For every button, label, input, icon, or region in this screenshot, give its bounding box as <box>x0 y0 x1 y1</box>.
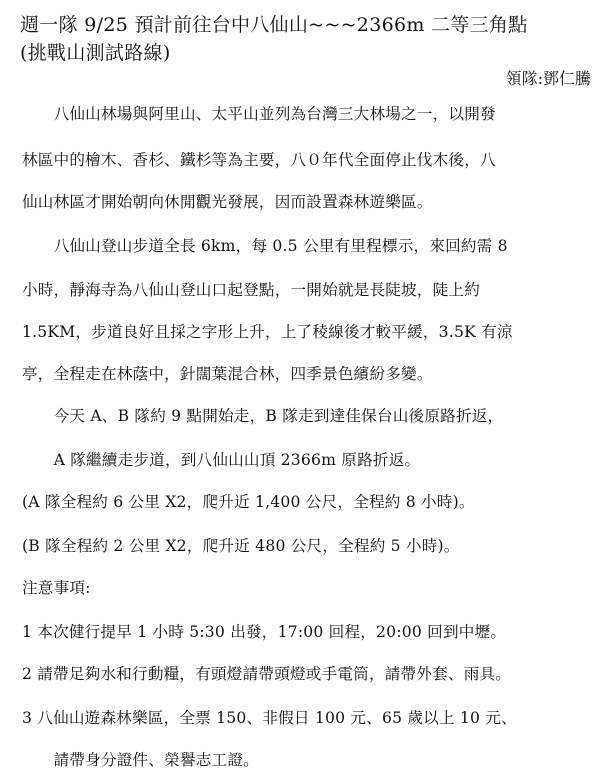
notice-item-3: 3 八仙山遊森林樂區，全票 150、非假日 100 元、65 歲以上 10 元、 <box>22 709 517 727</box>
notice-heading: 注意事項: <box>22 579 91 597</box>
paragraph-1-line-2: 林區中的檜木、香杉、鐵杉等為主要，八０年代全面停止伐木後，八 <box>22 151 496 169</box>
paragraph-1-line-3: 仙山林區才開始朝向休閒觀光發展，因而設置森林遊樂區。 <box>22 193 433 211</box>
plan-line-3: (A 隊全程約 6 公里 X2，爬升近 1,400 公尺，全程約 8 小時)。 <box>22 493 475 511</box>
notice-item-3-continued: 請帶身分證件、榮譽志工證。 <box>22 751 259 769</box>
paragraph-2-line-3: 1.5KM，步道良好且採之字形上升，上了稜線後才較平緩，3.5K 有涼 <box>22 323 513 341</box>
paragraph-2-line-2: 小時，靜海寺為八仙山登山口起登點，一開始就是長陡坡，陡上約 <box>22 281 481 299</box>
leader-name: 領隊:鄧仁騰 <box>505 69 591 88</box>
paragraph-1-line-1: 八仙山林場與阿里山、太平山並列為台灣三大林場之一，以開發 <box>22 105 496 123</box>
plan-line-4: (B 隊全程約 2 公里 X2，爬升近 480 公尺，全程約 5 小時)。 <box>22 537 460 555</box>
document-title-line-2: (挑戰山測試路線) <box>20 42 171 64</box>
notice-item-2: 2 請帶足夠水和行動糧，有頭燈請帶頭燈或手電筒，請帶外套、雨具。 <box>22 665 512 683</box>
paragraph-2-line-1: 八仙山登山步道全長 6km，每 0.5 公里有里程標示，來回約需 8 <box>22 237 508 255</box>
document-title-line-1: 週一隊 9/25 預計前往台中八仙山~~~2366m 二等三角點 <box>20 14 528 36</box>
notice-item-1: 1 本次健行提早 1 小時 5:30 出發，17:00 回程，20:00 回到中壢。 <box>22 623 507 641</box>
paragraph-2-line-4: 亭，全程走在林蔭中，針闊葉混合林，四季景色繽紛多變。 <box>22 365 433 383</box>
plan-line-1: 今天 A、B 隊約 9 點開始走，B 隊走到達佳保台山後原路折返， <box>22 407 504 425</box>
plan-line-2: A 隊繼續走步道，到八仙山山頂 2366m 原路折返。 <box>22 451 421 469</box>
